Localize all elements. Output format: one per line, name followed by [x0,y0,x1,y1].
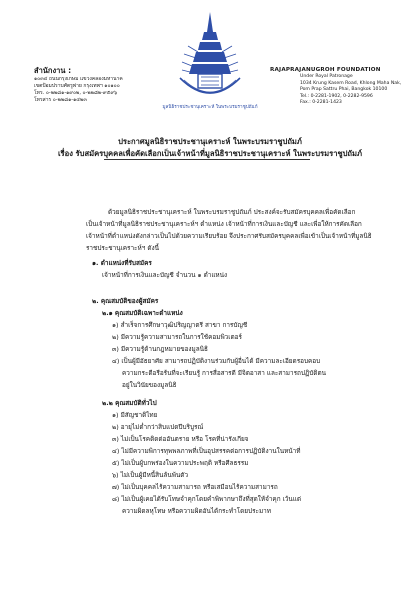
list-item-continuation: ความผิดลหุโทษ หรือความผิดอันได้กระทำโดยประมาท [122,507,271,515]
list-item: ๖) ไม่เป็นผู้มีหนี้สินล้นพ้นตัว [112,471,189,479]
list-item: ๘) ไม่เป็นผู้เคยได้รับโทษจำคุกโดยคำพิพากษาถึงที่สุดให้จำคุก เว้นแต่ [112,495,302,503]
section-2 [92,295,382,517]
subsection-heading: ๒.๒ คุณสมบัติทั่วไป [102,399,157,407]
list-item: ๕) ไม่เป็นผู้บกพร่องในความประพฤติ หรือศีลธรรม [112,459,249,467]
intro-paragraph [86,206,376,254]
list-item: ๔) ไม่มีความพิการทุพพลภาพที่เป็นอุปสรรคต่อการปฏิบัติงานในหน้าที่ [112,447,301,455]
section-1 [92,257,382,281]
announcement-subject: เรื่อง รับสมัครบุคคลเพื่อคัดเลือกเป็นเจ้าหน้าที่มูลนิธิราชประชานุเคราะห์ ในพระบรมราชูปถัมภ์ [57,149,363,158]
office-title: สำนักงาน : [34,66,72,75]
list-item: ๔) เป็นผู้มีอัธยาศัย สามารถปฏิบัติงานร่วมกับผู้อื่นได้ มีความละเอียดรอบคอบ [112,357,321,365]
office-line: เขตป้อมปราบศัตรูพ่าย กรุงเทพฯ ๑๐๑๐๐ [34,83,120,89]
foundation-name: RAJAPRAJANUGROH FOUNDATION [270,67,381,73]
list-item: ๒) มีความรู้ความสามารถในการใช้คอมพิวเตอร์ [112,333,242,341]
foundation-line: Tel.: 0-2281-1902, 0-2282-9596 [300,93,373,99]
office-line: ๑๐๓๔ ถนนกรุงเกษม แขวงคลองมหานาค [34,76,123,82]
office-address-block [34,66,123,104]
list-item-continuation: ความกระตือรือร้นที่จะเรียนรู้ การสื่อสารดี มีจิตอาสา และสามารถปฏิบัติตน [122,369,326,377]
list-item: ๑) มีสัญชาติไทย [112,411,158,419]
office-line: โทรสาร ๐-๒๒๘๑-๑๔๒๓ [34,97,87,103]
list-item-continuation: อยู่ในวินัยของมูลนิธิ [122,381,177,389]
section-heading: ๑. ตำแหน่งที่รับสมัคร [92,259,152,267]
title-divider [104,159,310,160]
list-item: ๗) ไม่เป็นบุคคลไร้ความสามารถ หรือเสมือนไร้ความสามารถ [112,483,278,491]
section-text: เจ้าหน้าที่การเงินและบัญชี จำนวน ๑ ตำแหน่ง [102,271,228,279]
office-line: โทร. ๐-๒๒๘๑-๑๙๐๒, ๐-๒๒๘๒-๙๕๙๖ [34,90,118,96]
list-item: ๓) ไม่เป็นโรคติดต่ออันตราย หรือ โรคที่น่ารังเกียจ [112,435,249,443]
foundation-line: Under Royal Patronage [300,74,353,79]
foundation-address-block [270,66,401,107]
section-heading: ๒. คุณสมบัติของผู้สมัคร [92,297,159,305]
foundation-line: Pom Prap Sattru Phai, Bangkok 10100 [300,87,388,93]
announcement-title: ประกาศมูลนิธิราชประชานุเคราะห์ ในพระบรมราชูปถัมภ์ [118,137,302,146]
list-item: ๒) อายุไม่ต่ำกว่าสิบแปดปีบริบูรณ์ [112,423,204,431]
foundation-seal-logo [162,10,258,116]
paragraph-line: เจ้าหน้าที่ตำแหน่งดังกล่าวเป็นไปด้วยความเรียบร้อย จึงประกาศรับสมัครบุคคลเพื่อเข้าเป็นเจ้าหน้าที่มูลนิธิ [86,232,372,240]
subsection-heading: ๒.๑ คุณสมบัติเฉพาะตำแหน่ง [102,309,183,317]
list-item: ๓) มีความรู้ด้านกฎหมายของมูลนิธิ [112,345,208,353]
paragraph-line: ราชประชานุเคราะห์ฯ ดังนี้ [86,244,159,252]
foundation-line: Fax.: 0-2281-1423 [300,100,342,106]
paragraph-line: ด้วยมูลนิธิราชประชานุเคราะห์ ในพระบรมราชูปถัมภ์ ประสงค์จะรับสมัครบุคคลเพื่อคัดเลือก [108,208,356,216]
list-item: ๑) สำเร็จการศึกษาวุฒิปริญญาตรี สาขา การบัญชี [112,321,248,329]
foundation-line: 1034 Krung Kasem Road, Khlong Maha Nak, [300,80,402,86]
seal-text: มูลนิธิราชประชานุเคราะห์ ในพระบรมราชูปถัมภ์ [162,105,258,110]
paragraph-line: เป็นเจ้าหน้าที่มูลนิธิราชประชานุเคราะห์ฯ ตำแหน่ง เจ้าหน้าที่การเงินและบัญชี และเพื่อให้การคัดเลือก [86,220,362,228]
